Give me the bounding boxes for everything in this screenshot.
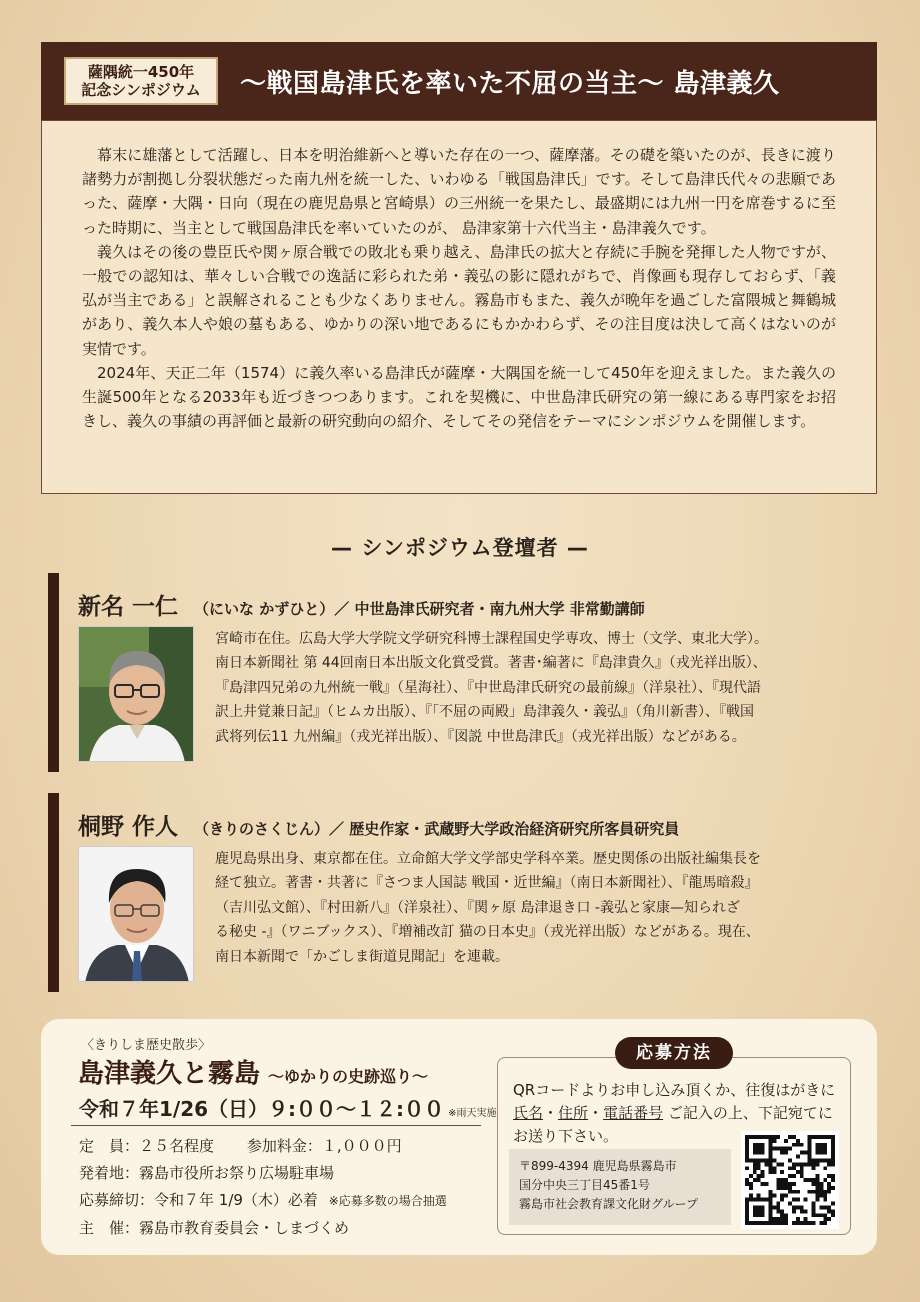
bio-line: 鹿児島県出身、東京都在住。立命館大学文学部史学科卒業。歴史関係の出版社編集長を — [215, 851, 761, 867]
speaker-accent-bar — [48, 793, 59, 992]
fee-label: 参加料金： — [246, 1137, 322, 1155]
event-panel — [41, 1019, 877, 1255]
intro-paragraph: 義久はその後の豊臣氏や関ヶ原合戦での敗北も乗り越え、島津氏の拡大と存続に手腕を発揮した人物ですが、一般での認知は、華々しい合戦での逸話に彩られた弟・義弘の影に隠れがちで、肖像画も現存しておらず、「義弘が当主である」と誤解されることも少なくありません。霧島市もまた、義久が晩年を過ごした富隈城と舞鶴城があり、義久本人や娘の墓もある、ゆかりの深い地であるにもかかわらず、その注目度は決して高くはないのが実情です。 — [82, 242, 836, 358]
speaker-bio — [215, 627, 855, 749]
apply-line: お送り下さい。 — [513, 1127, 619, 1145]
speaker-name-row — [78, 808, 679, 841]
address-field-text: 住所 — [558, 1104, 589, 1122]
speaker-title: ／ 歴史作家・武蔵野大学政治経済研究所客員研究員 — [329, 820, 680, 838]
speaker-photo — [78, 626, 194, 762]
speaker-name: 新名 一仁 — [78, 594, 179, 620]
bio-line: 宮崎市在住。広島大学大学院文学研究科博士課程国史学専攻、博士（文学、東北大学）。 — [215, 631, 768, 647]
deadline-value: 令和７年 1/9（木）必着 — [154, 1191, 318, 1209]
event-series: 〈きりしま歴史散歩〉 — [81, 1038, 212, 1053]
speaker-reading: （きりのさくじん） — [194, 820, 330, 838]
event-subtitle: 〜ゆかりの史跡巡り〜 — [268, 1067, 429, 1086]
bio-line: 南日本新聞で「かごしま街道見聞記」を連載。 — [215, 948, 509, 965]
fee-value: １,０００円 — [321, 1137, 402, 1155]
mailing-address — [509, 1149, 731, 1225]
bio-line: 訳上井覚兼日記』（ヒムカ出版）、『「不屈の両殿」島津義久・義弘』（角川新書）、『戦国 — [215, 704, 754, 721]
capacity-row — [79, 1133, 447, 1160]
separator: ・ — [588, 1104, 604, 1122]
address-line: 〒899-4394 鹿児島県霧島市 — [519, 1159, 677, 1173]
event-details — [79, 1133, 447, 1242]
speaker-name: 桐野 作人 — [78, 814, 179, 840]
apply-line-tail: ご記入の上、下記宛てに — [663, 1104, 833, 1122]
host-value: 霧島市教育委員会・しまづくめ — [139, 1219, 350, 1237]
host-row — [79, 1215, 447, 1242]
meeting-value: 霧島市役所お祭り広場駐車場 — [139, 1164, 335, 1182]
deadline-row — [79, 1187, 447, 1215]
deadline-note: ※応募多数の場合抽選 — [328, 1194, 447, 1208]
address-line: 国分中央三丁目45番1号 — [519, 1178, 650, 1192]
event-date: 令和７年1/26（日）９:００〜１２:００ — [79, 1097, 445, 1121]
speaker-title: ／ 中世島津氏研究者・南九州大学 非常勤講師 — [334, 600, 645, 618]
name-field-text: 氏名 — [513, 1104, 544, 1122]
intro-paragraph: 幕末に雄藩として活躍し、日本を明治維新へと導いた存在の一つ、薩摩藩。その礎を築いたのが、長きに渡り諸勢力が割拠し分裂状態だった南九州を統一した、いわゆる「戦国島津氏」です。そして島津氏代々の悲願であった、薩摩・大隅・日向（現在の鹿児島県と宮崎県）の三州統一を果たし、最盛期には九州一円を席巻するに至った時期に、当主として戦国島津氏を率いていたのが、 島津家第十六代当主・島津義久です。 — [82, 146, 836, 237]
bio-line: る秘史 -』（ワニブックス）、『増補改訂 猫の日本史』（戎光祥出版）などがある。現在、 — [215, 924, 760, 941]
address-line: 霧島市社会教育課文化財グループ — [519, 1197, 699, 1211]
capacity-value: ２５名程度 — [139, 1137, 215, 1155]
apply-heading: 応募方法 — [615, 1037, 733, 1069]
speaker-name-row — [78, 588, 645, 621]
speaker-bio — [215, 847, 855, 969]
divider — [71, 1125, 481, 1126]
qr-code-icon[interactable] — [741, 1131, 839, 1229]
page-title: 〜戦国島津氏を率いた不屈の当主〜 島津義久 — [240, 68, 780, 99]
bio-line: （吉川弘文館）、『村田新八』（洋泉社）、『関ヶ原 島津退き口 -義弘と家康—知られざ — [215, 899, 740, 916]
deadline-label: 応募締切： — [79, 1191, 155, 1209]
badge-line2: 記念シンポジウム — [81, 81, 201, 99]
speaker-accent-bar — [48, 573, 59, 772]
bio-line: 経て独立。著書・共著に『さつま人国誌 戦国・近世編』（南日本新聞社）、『龍馬暗殺』 — [215, 875, 759, 892]
capacity-label: 定 員： — [79, 1137, 140, 1155]
meeting-row — [79, 1160, 447, 1187]
header-banner — [41, 42, 877, 120]
meeting-label: 発着地： — [79, 1164, 140, 1182]
speaker-photo — [78, 846, 194, 982]
apply-line: QRコードよりお申し込み頂くか、往復はがきに — [513, 1081, 836, 1099]
bio-line: 『島津四兄弟の九州統一戦』（星海社）、『中世島津氏研究の最前線』（洋泉社）、『現代語 — [215, 679, 761, 696]
speaker-reading: （にいな かずひと） — [194, 600, 335, 618]
rain-note: ※雨天実施 — [448, 1108, 497, 1119]
bio-line: 南日本新聞社 第 44回南日本出版文化賞受賞。著書･編著に『島津貴久』（戎光祥出版）、 — [215, 655, 767, 672]
event-title: 島津義久と霧島 — [78, 1059, 261, 1089]
separator: ・ — [543, 1104, 559, 1122]
anniversary-badge — [64, 57, 218, 105]
event-title-row — [78, 1053, 428, 1090]
phone-field-text: 電話番号 — [603, 1104, 664, 1122]
speakers-heading: — シンポジウム登壇者 — — [331, 536, 589, 560]
intro-paragraph: 2024年、天正二年（1574）に義久率いる島津氏が薩摩・大隅国を統一して450年を迎えました。また義久の生誕500年となる2033年も近づきつつあります。これを契機に、中世島津氏研究の第一線にある専門家をお招きし、義久の事績の再評価と最新の研究動向の紹介、そしてその発信をテーマにシンポジウムを開催します。 — [82, 363, 836, 431]
badge-line1: 薩隅統一450年 — [87, 63, 195, 81]
apply-line — [513, 1102, 843, 1125]
bio-line: 武将列伝11 九州編』（戎光祥出版）、『図説 中世島津氏』（戎光祥出版）などがある。 — [215, 728, 746, 745]
intro-text — [41, 120, 877, 494]
host-label: 主 催： — [79, 1219, 140, 1237]
event-date-row — [79, 1093, 496, 1122]
